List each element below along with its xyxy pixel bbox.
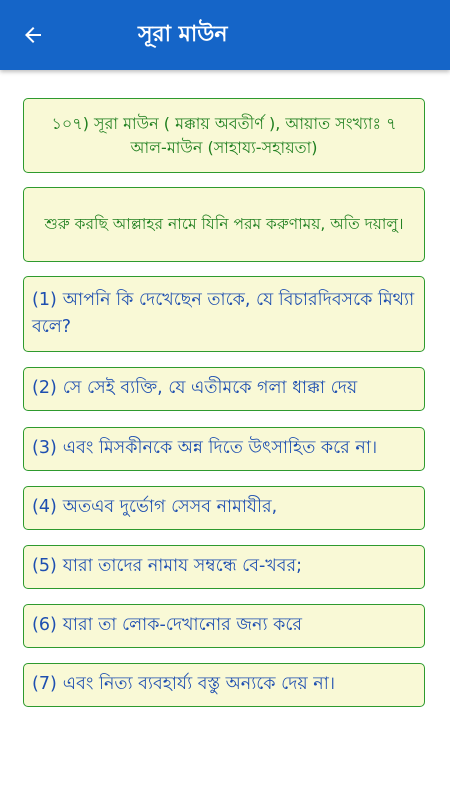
- surah-info-line-1: ১০৭) সূরা মাউন ( মক্কায় অবতীর্ণ ), আয়াত সংখ্যাঃ ৭: [51, 113, 397, 133]
- ayah-card-7[interactable]: [23, 663, 425, 707]
- ayah-text: এবং মিসকীনকে অন্ন দিতে উৎসাহিত করে না।: [62, 438, 378, 459]
- ayah-card-1[interactable]: [23, 276, 425, 352]
- arrow-left-icon: [21, 23, 45, 47]
- ayah-number: (6): [32, 615, 57, 636]
- ayah-text: যারা তাদের নামায সম্বন্ধে বে-খবর;: [62, 556, 303, 577]
- ayah-text: এবং নিত্য ব্যবহার্য্য বস্তু অন্যকে দেয় না।: [62, 674, 336, 695]
- ayah-number: (5): [32, 556, 57, 577]
- ayah-text: সে সেই ব্যক্তি, যে এতীমকে গলা ধাক্কা দেয়: [62, 378, 358, 399]
- ayah-text: অতএব দুর্ভোগ সেসব নামাযীর,: [62, 497, 278, 518]
- ayah-number: (4): [32, 497, 57, 518]
- surah-info-card: [23, 98, 425, 173]
- ayah-text: আপনি কি দেখেছেন তাকে, যে বিচারদিবসকে মিথ্যা বলে?: [32, 289, 415, 337]
- ayah-card-6[interactable]: [23, 604, 425, 648]
- ayah-number: (7): [32, 674, 57, 695]
- bismillah-text: শুরু করছি আল্লাহর নামে যিনি পরম করুণাময়, অতি দয়ালু।: [44, 215, 404, 234]
- ayah-number: (1): [32, 289, 57, 310]
- ayah-card-2[interactable]: [23, 367, 425, 411]
- ayah-card-3[interactable]: [23, 427, 425, 471]
- ayah-number: (3): [32, 438, 57, 459]
- ayah-text: যারা তা লোক-দেখানোর জন্য করে: [62, 615, 302, 636]
- ayah-number: (2): [32, 378, 57, 399]
- page-title: সূরা মাউন: [138, 22, 228, 47]
- ayah-card-4[interactable]: [23, 486, 425, 530]
- bismillah-card: [23, 187, 425, 262]
- ayah-card-5[interactable]: [23, 545, 425, 589]
- app-bar: [0, 0, 450, 70]
- back-button[interactable]: [18, 20, 48, 50]
- surah-info-line-2: আল-মাউন (সাহায্য-সহায়তা): [130, 137, 318, 157]
